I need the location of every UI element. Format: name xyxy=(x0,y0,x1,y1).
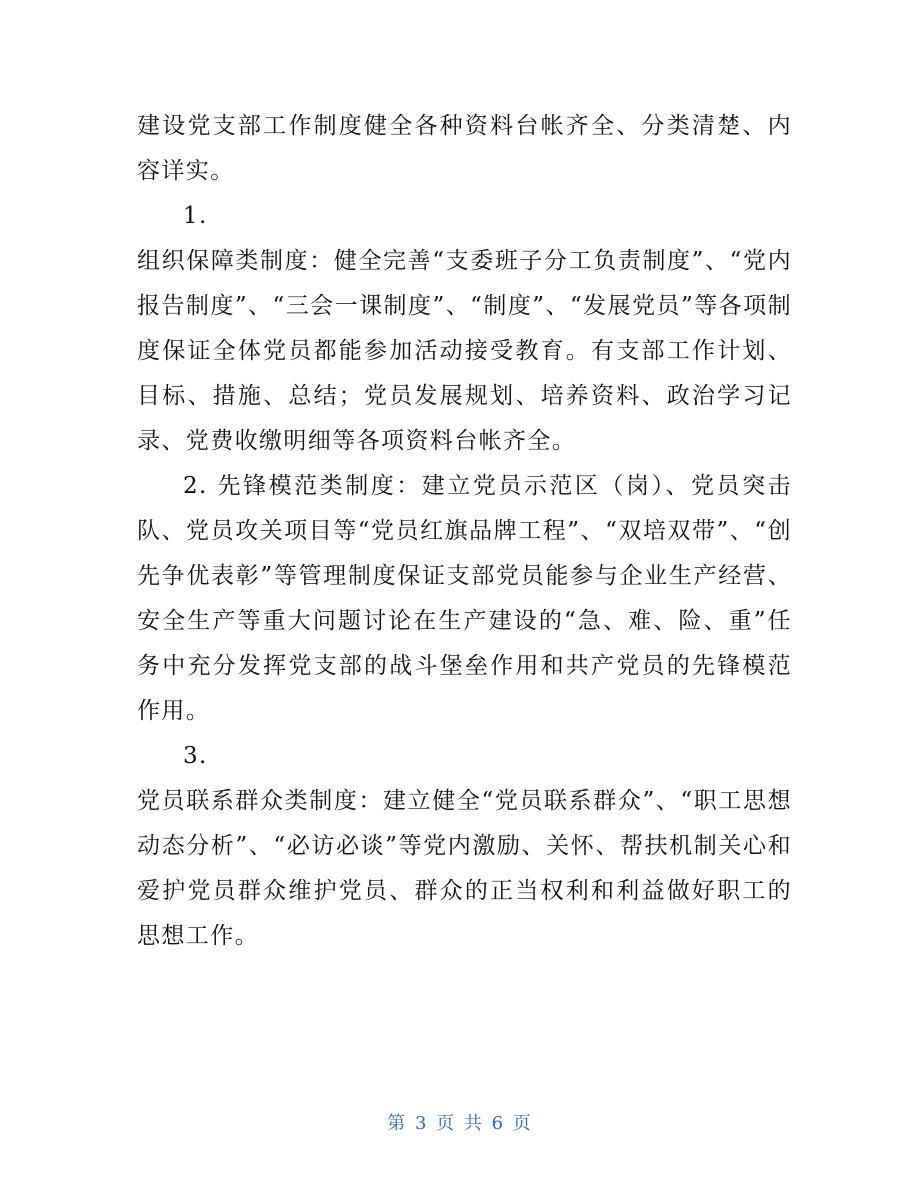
document-body xyxy=(137,104,792,959)
page-number-footer: 第 3 页 共 6 页 xyxy=(387,1113,533,1134)
paragraph-item-2: 2. 先锋模范类制度：建立党员示范区（岗）、党员突击队、党员攻关项目等“党员红旗品牌工程”、“双培双带”、“创先争优表彰”等管理制度保证支部党员能参与企业生产经营、安全生产等重大问题讨论在生产建设的“急、难、险、重”任务中充分发挥党支部的战斗堡垒作用和共产党员的先锋模范作用。 xyxy=(137,473,792,724)
item-1-number: 1. xyxy=(183,203,208,229)
paragraph-item-1: 组织保障类制度：健全完善“支委班子分工负责制度”、“党内报告制度”、“三会一课制度”、“制度”、“发展党员”等各项制度保证全体党员都能参加活动接受教育。有支部工作计划、目标、措施、总结；党员发展规划、培养资料、政治学习记录、党费收缴明细等各项资料台帐齐全。 xyxy=(137,248,792,454)
paragraph-item-3: 党员联系群众类制度：建立健全“党员联系群众”、“职工思想动态分析”、“必访必谈”等党内激励、关怀、帮扶机制关心和爱护党员群众维护党员、群众的正当权利和利益做好职工的思想工作。 xyxy=(137,788,792,949)
paragraph-intro: 建设党支部工作制度健全各种资料台帐齐全、分类清楚、内容详实。 xyxy=(137,113,792,184)
item-3-number: 3. xyxy=(183,743,208,769)
